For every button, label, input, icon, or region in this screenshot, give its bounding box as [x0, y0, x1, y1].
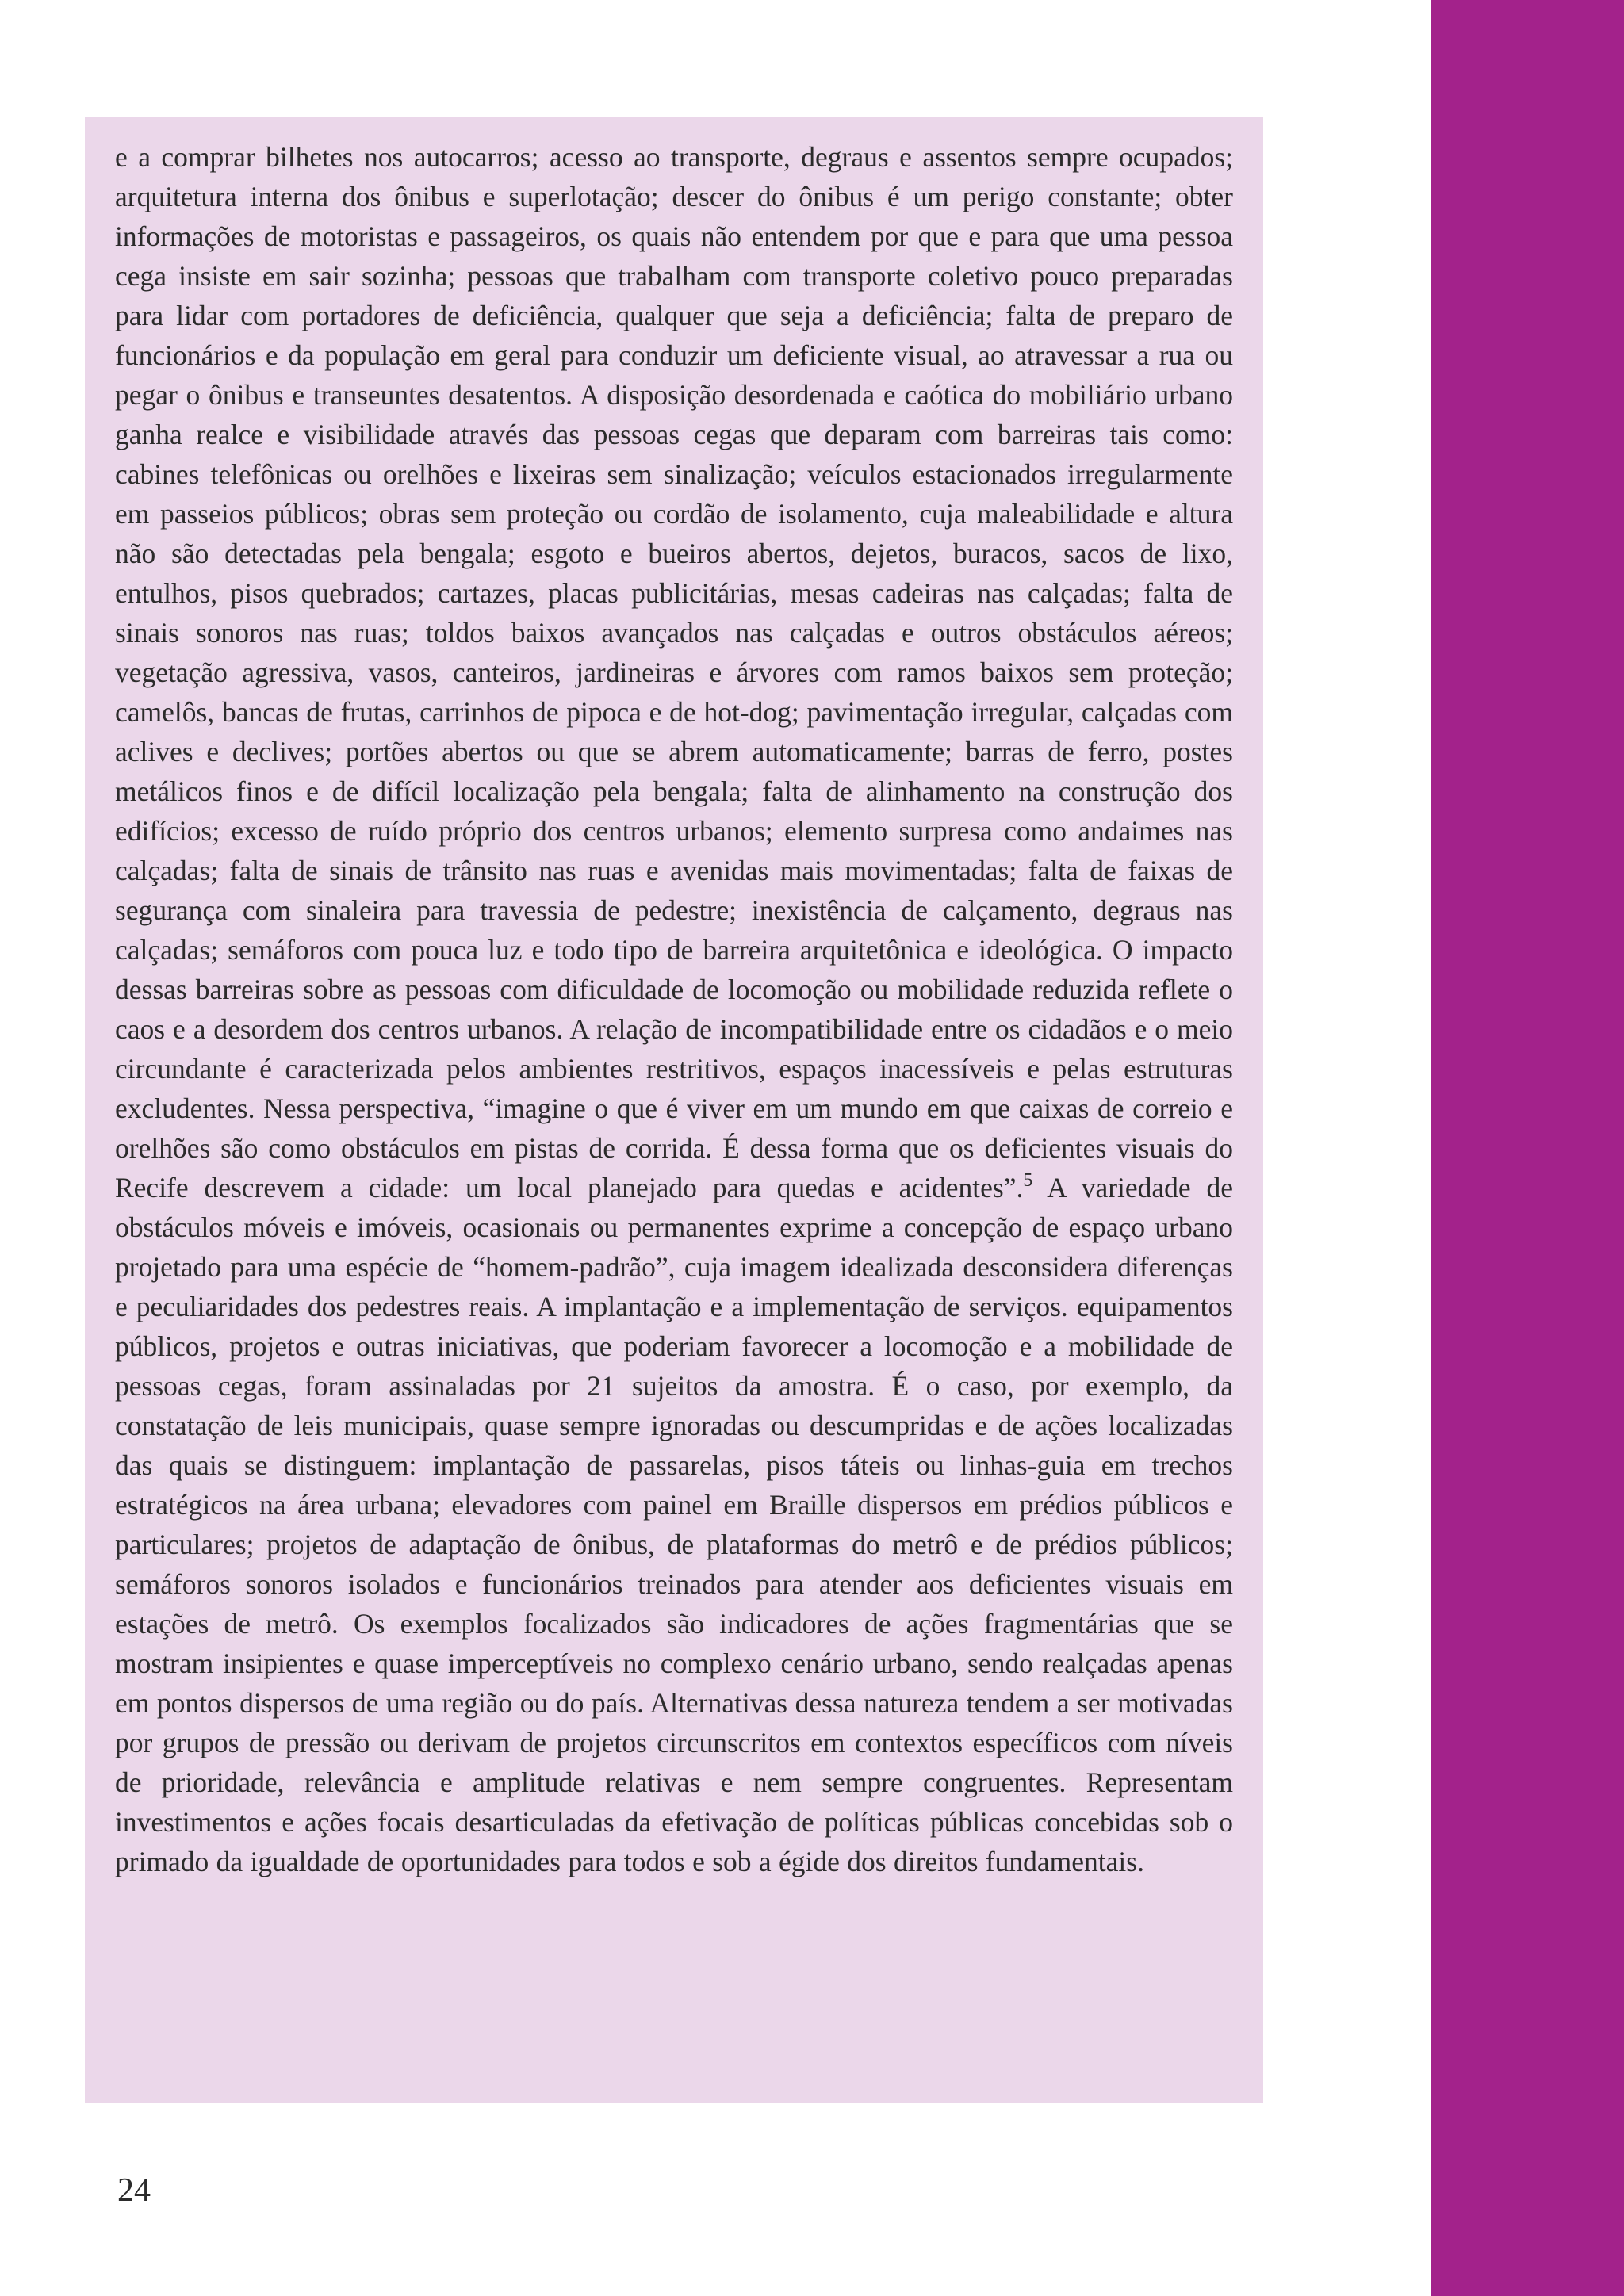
page-number: 24	[117, 2172, 151, 2209]
paragraph-part-1: e a comprar bilhetes nos autocarros; acesso ao transporte, degraus e assentos sempre ocupados; arquitetura interna dos ônibus e superlotação; descer do ônibus é um perigo constante; obter informações de motoristas e passageiros, os quais não entendem por que e para que uma pessoa cega insiste em sair sozinha; pessoas que trabalham com transporte coletivo pouco preparadas para lidar com portadores de deficiência, qualquer que seja a deficiência; falta de preparo de funcionários e da população em geral para conduzir um deficiente visual, ao atravessar a rua ou pegar o ônibus e transeuntes desatentos. A disposição desordenada e caótica do mobiliário urbano ganha realce e visibilidade através das pessoas cegas que deparam com barreiras tais como: cabines telefônicas ou orelhões e lixeiras sem sinalização; veículos estacionados irregularmente em passeios públicos; obras sem proteção ou cordão de isolamento, cuja maleabilidade e altura não são detectadas pela bengala; esgoto e bueiros abertos, dejetos, buracos, sacos de lixo, entulhos, pisos quebrados; cartazes, placas publicitárias, mesas cadeiras nas calçadas; falta de sinais sonoros nas ruas; toldos baixos avançados nas calçadas e outros obstáculos aéreos; vegetação agressiva, vasos, canteiros, jardineiras e árvores com ramos baixos sem proteção; camelôs, bancas de frutas, carrinhos de pipoca e de hot-dog; pavimentação irregular, calçadas com aclives e declives; portões abertos ou que se abrem automaticamente; barras de ferro, postes metálicos finos e de difícil localização pela bengala; falta de alinhamento na construção dos edifícios; excesso de ruído próprio dos centros urbanos; elemento surpresa como andaimes nas calçadas; falta de sinais de trânsito nas ruas e avenidas mais movimentadas; falta de faixas de segurança com sinaleira para travessia de pedestre; inexistência de calçamento, degraus nas calçadas; semáforos com pouca luz e todo tipo de barreira arquitetônica e ideológica. O impacto dessas barreiras sobre as pessoas com dificuldade de locomoção ou mobilidade reduzida reflete o caos e a desordem dos centros urbanos. A relação de incompatibilidade entre os cidadãos e o meio circundante é caracterizada pelos ambientes restritivos, espaços inacessíveis e pelas estruturas excludentes. Nessa perspectiva, “imagine o que é viver em um mundo em que caixas de correio e orelhões são como obstáculos em pistas de corrida. É dessa forma que os deficientes visuais do Recife descrevem a cidade: um local planejado para quedas e acidentes”.	[115, 141, 1233, 1203]
decorative-side-band	[1431, 0, 1624, 2296]
body-paragraph	[115, 137, 1233, 1881]
text-box	[85, 117, 1263, 2103]
footnote-reference[interactable]: 5	[1023, 1170, 1033, 1191]
paragraph-part-2: A variedade de obstáculos móveis e imóveis, ocasionais ou permanentes exprime a concepção de espaço urbano projetado para uma espécie de “homem-padrão”, cuja imagem idealizada desconsidera diferenças e peculiaridades dos pedestres reais. A implantação e a implementação de serviços. equipamentos públicos, projetos e outras iniciativas, que poderiam favorecer a locomoção e a mobilidade de pessoas cegas, foram assinaladas por 21 sujeitos da amostra. É o caso, por exemplo, da constatação de leis municipais, quase sempre ignoradas ou descumpridas e de ações localizadas das quais se distinguem: implantação de passarelas, pisos táteis ou linhas-guia em trechos estratégicos na área urbana; elevadores com painel em Braille dispersos em prédios públicos e particulares; projetos de adaptação de ônibus, de plataformas do metrô e de prédios públicos; semáforos sonoros isolados e funcionários treinados para atender aos deficientes visuais em estações de metrô. Os exemplos focalizados são indicadores de ações fragmentárias que se mostram insipientes e quase imperceptíveis no complexo cenário urbano, sendo realçadas apenas em pontos dispersos de uma região ou do país. Alternativas dessa natureza tendem a ser motivadas por grupos de pressão ou derivam de projetos circunscritos em contextos específicos com níveis de prioridade, relevância e amplitude relativas e nem sempre congruentes. Representam investimentos e ações focais desarticuladas da efetivação de políticas públicas concebidas sob o primado da igualdade de oportunidades para todos e sob a égide dos direitos fundamentais.	[115, 1172, 1233, 1877]
